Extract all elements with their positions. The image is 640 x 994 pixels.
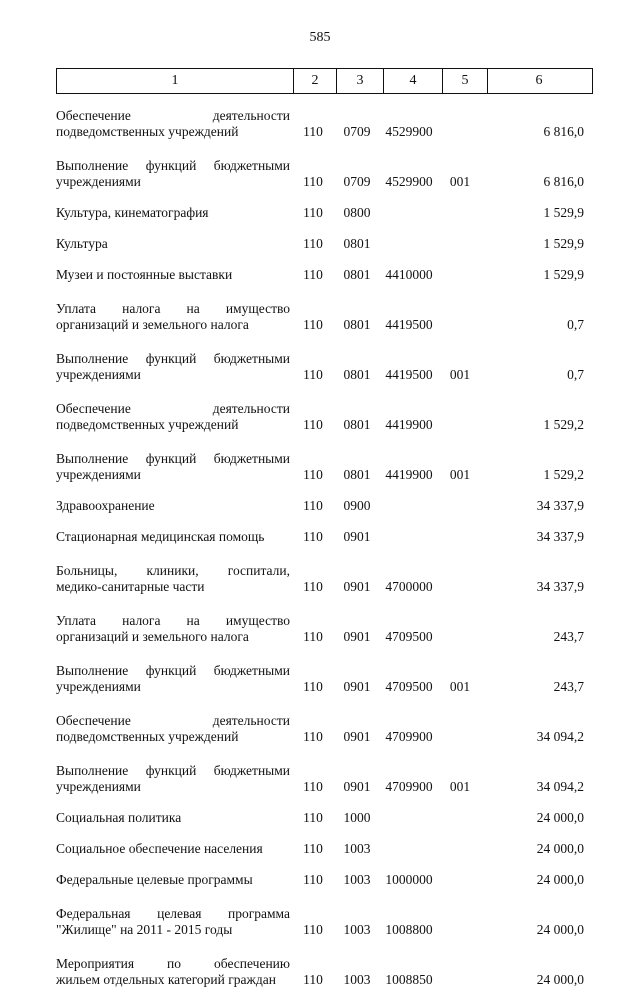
description-line-2: учреждениями: [56, 679, 141, 694]
row-description: [56, 944, 292, 994]
description-line-1: Культура: [56, 236, 108, 251]
table-row: [56, 389, 586, 439]
row-description: [56, 489, 292, 520]
row-expense-type: [438, 227, 482, 258]
row-description: [56, 863, 292, 894]
row-amount: 24 000,0: [536, 972, 584, 987]
row-code-2: 110: [303, 124, 323, 139]
row-description: [56, 751, 292, 801]
table-row: [56, 863, 586, 894]
row-code-2: 110: [303, 679, 323, 694]
row-amount: 6 816,0: [543, 124, 584, 139]
row-target-code: 4709500: [385, 629, 433, 644]
row-target-code: 4419900: [385, 417, 433, 432]
row-target-code: 4419900: [385, 467, 433, 482]
row-code-2: 110: [303, 810, 323, 825]
row-expense-type: [438, 832, 482, 863]
header-col-4: 4: [384, 69, 443, 94]
table-row: [56, 751, 586, 801]
row-section-code: 1003: [343, 972, 371, 987]
row-description: [56, 96, 292, 146]
row-section-code: 0801: [343, 236, 371, 251]
description-line-1: Музеи и постоянные выставки: [56, 267, 233, 282]
table-row: [56, 258, 586, 289]
description-line-1: Обеспечение деятельности: [56, 108, 290, 123]
description-line-1: Выполнение функций бюджетными: [56, 451, 290, 466]
row-amount: 24 000,0: [536, 810, 584, 825]
description-line-2: медико-санитарные части: [56, 579, 205, 594]
description-line-1: Мероприятия по обеспечению: [56, 956, 290, 971]
row-expense-type: [438, 801, 482, 832]
row-expense-type: [438, 258, 482, 289]
description-line-2: организаций и земельного налога: [56, 629, 249, 644]
table-row: [56, 832, 586, 863]
table-row: [56, 227, 586, 258]
description-line-1: Больницы, клиники, госпитали,: [56, 563, 290, 578]
row-description: [56, 289, 292, 339]
row-target-code: [380, 227, 438, 258]
description-line-1: Уплата налога на имущество: [56, 613, 290, 628]
header-col-6: 6: [488, 69, 593, 94]
description-line-2: учреждениями: [56, 779, 141, 794]
description-line-1: Уплата налога на имущество: [56, 301, 290, 316]
description-line-1: Выполнение функций бюджетными: [56, 158, 290, 173]
description-line-2: подведомственных учреждений: [56, 729, 239, 744]
row-description: [56, 651, 292, 701]
description-line-1: Обеспечение деятельности: [56, 713, 290, 728]
description-line-1: Социальная политика: [56, 810, 182, 825]
row-expense-type: [438, 894, 482, 944]
row-target-code: [380, 489, 438, 520]
row-amount: 0,7: [567, 367, 584, 382]
row-expense-type: 001: [449, 367, 471, 382]
row-code-2: 110: [303, 729, 323, 744]
table-row: [56, 196, 586, 227]
row-amount: 34 094,2: [536, 729, 584, 744]
row-code-2: 110: [303, 529, 323, 544]
row-code-2: 110: [303, 205, 323, 220]
description-line-2: жильем отдельных категорий граждан: [56, 972, 276, 987]
description-line-1: Обеспечение деятельности: [56, 401, 290, 416]
row-amount: 34 337,9: [536, 498, 584, 513]
row-expense-type: [438, 701, 482, 751]
row-amount: 24 000,0: [536, 872, 584, 887]
row-description: [56, 227, 292, 258]
description-line-2: "Жилище" на 2011 - 2015 годы: [56, 922, 233, 937]
row-amount: 6 816,0: [543, 174, 584, 189]
budget-table: [56, 96, 586, 994]
table-row: [56, 289, 586, 339]
row-target-code: 4419500: [385, 317, 433, 332]
row-description: [56, 551, 292, 601]
row-target-code: 4529900: [385, 174, 433, 189]
row-code-2: 110: [303, 174, 323, 189]
row-section-code: 0901: [343, 779, 371, 794]
row-code-2: 110: [303, 779, 323, 794]
row-section-code: 0801: [343, 267, 371, 282]
row-code-2: 110: [303, 498, 323, 513]
row-section-code: 0901: [343, 729, 371, 744]
row-target-code: 4419500: [385, 367, 433, 382]
description-line-1: Выполнение функций бюджетными: [56, 763, 290, 778]
row-amount: 1 529,9: [543, 267, 584, 282]
row-expense-type: [438, 551, 482, 601]
row-amount: 1 529,2: [543, 417, 584, 432]
row-amount: 24 000,0: [536, 841, 584, 856]
row-section-code: 0709: [343, 174, 371, 189]
row-expense-type: 001: [449, 779, 471, 794]
table-row: [56, 551, 586, 601]
table-row: [56, 701, 586, 751]
row-code-2: 110: [303, 367, 323, 382]
description-line-2: подведомственных учреждений: [56, 124, 239, 139]
table-header: [56, 68, 593, 94]
row-target-code: 4709500: [385, 679, 433, 694]
row-target-code: 1008850: [385, 972, 433, 987]
row-amount: 1 529,2: [543, 467, 584, 482]
description-line-2: подведомственных учреждений: [56, 417, 239, 432]
row-expense-type: [438, 863, 482, 894]
row-expense-type: [438, 96, 482, 146]
table-row: [56, 944, 586, 994]
page-number: 585: [309, 30, 331, 45]
row-section-code: 0900: [343, 498, 371, 513]
row-code-2: 110: [303, 872, 323, 887]
description-line-1: Социальное обеспечение населения: [56, 841, 263, 856]
row-target-code: 4709900: [385, 779, 433, 794]
row-section-code: 0801: [343, 467, 371, 482]
row-description: [56, 146, 292, 196]
description-line-2: учреждениями: [56, 467, 141, 482]
description-line-1: Культура, кинематография: [56, 205, 209, 220]
row-description: [56, 894, 292, 944]
row-expense-type: 001: [449, 679, 471, 694]
row-amount: 1 529,9: [543, 236, 584, 251]
row-description: [56, 601, 292, 651]
row-amount: 243,7: [553, 679, 584, 694]
row-section-code: 1003: [343, 872, 371, 887]
row-section-code: 1000: [343, 810, 371, 825]
description-line-1: Здравоохранение: [56, 498, 155, 513]
table-row: [56, 96, 586, 146]
row-expense-type: [438, 601, 482, 651]
row-section-code: 1003: [343, 841, 371, 856]
table-row: [56, 651, 586, 701]
row-description: [56, 339, 292, 389]
row-expense-type: [438, 289, 482, 339]
table-row: [56, 439, 586, 489]
row-section-code: 0709: [343, 124, 371, 139]
row-section-code: 0801: [343, 317, 371, 332]
row-target-code: [380, 196, 438, 227]
row-amount: 24 000,0: [536, 922, 584, 937]
header-col-1: 1: [57, 69, 294, 94]
row-expense-type: 001: [449, 174, 471, 189]
header-col-5: 5: [443, 69, 488, 94]
row-code-2: 110: [303, 972, 323, 987]
row-description: [56, 832, 292, 863]
row-code-2: 110: [303, 467, 323, 482]
row-expense-type: [438, 944, 482, 994]
header-col-3: 3: [337, 69, 384, 94]
row-section-code: 0801: [343, 367, 371, 382]
row-description: [56, 389, 292, 439]
row-amount: 34 337,9: [536, 529, 584, 544]
row-section-code: 1003: [343, 922, 371, 937]
row-target-code: 4529900: [385, 124, 433, 139]
row-target-code: 1008800: [385, 922, 433, 937]
row-expense-type: [438, 489, 482, 520]
row-section-code: 0800: [343, 205, 371, 220]
row-description: [56, 801, 292, 832]
description-line-2: учреждениями: [56, 174, 141, 189]
row-code-2: 110: [303, 579, 323, 594]
row-amount: 34 094,2: [536, 779, 584, 794]
row-description: [56, 439, 292, 489]
row-expense-type: [438, 389, 482, 439]
description-line-2: учреждениями: [56, 367, 141, 382]
row-code-2: 110: [303, 417, 323, 432]
row-target-code: 1000000: [385, 872, 433, 887]
table-row: [56, 146, 586, 196]
row-target-code: 4709900: [385, 729, 433, 744]
row-description: [56, 258, 292, 289]
row-section-code: 0801: [343, 417, 371, 432]
table-row: [56, 520, 586, 551]
row-section-code: 0901: [343, 529, 371, 544]
row-code-2: 110: [303, 629, 323, 644]
description-line-1: Выполнение функций бюджетными: [56, 351, 290, 366]
row-code-2: 110: [303, 267, 323, 282]
row-description: [56, 196, 292, 227]
row-code-2: 110: [303, 841, 323, 856]
description-line-1: Выполнение функций бюджетными: [56, 663, 290, 678]
description-line-1: Стационарная медицинская помощь: [56, 529, 265, 544]
table-row: [56, 894, 586, 944]
row-amount: 1 529,9: [543, 205, 584, 220]
table-row: [56, 801, 586, 832]
row-description: [56, 701, 292, 751]
row-target-code: [380, 832, 438, 863]
row-section-code: 0901: [343, 629, 371, 644]
description-line-1: Федеральная целевая программа: [56, 906, 290, 921]
row-amount: 243,7: [553, 629, 584, 644]
row-code-2: 110: [303, 236, 323, 251]
row-section-code: 0901: [343, 679, 371, 694]
table-row: [56, 601, 586, 651]
row-target-code: [380, 801, 438, 832]
row-expense-type: [438, 520, 482, 551]
row-amount: 34 337,9: [536, 579, 584, 594]
row-description: [56, 520, 292, 551]
table-row: [56, 489, 586, 520]
description-line-2: организаций и земельного налога: [56, 317, 249, 332]
row-code-2: 110: [303, 922, 323, 937]
row-section-code: 0901: [343, 579, 371, 594]
table-row: [56, 339, 586, 389]
row-target-code: 4700000: [385, 579, 433, 594]
header-col-2: 2: [294, 69, 337, 94]
row-expense-type: 001: [449, 467, 471, 482]
row-target-code: 4410000: [385, 267, 433, 282]
row-target-code: [380, 520, 438, 551]
row-code-2: 110: [303, 317, 323, 332]
row-expense-type: [438, 196, 482, 227]
description-line-1: Федеральные целевые программы: [56, 872, 253, 887]
row-amount: 0,7: [567, 317, 584, 332]
